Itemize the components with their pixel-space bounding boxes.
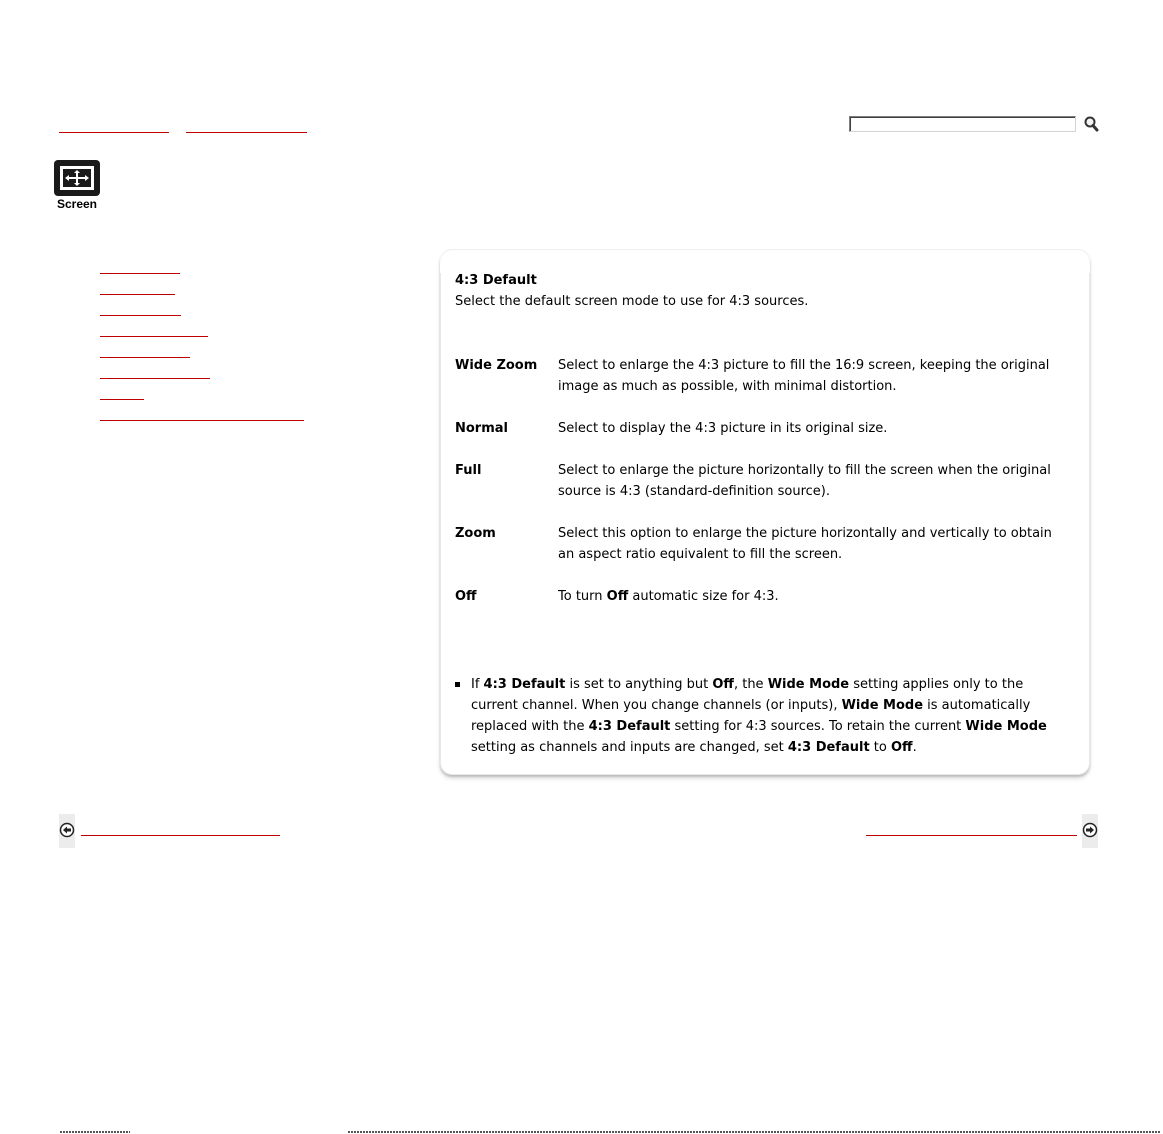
section-description: Select the default screen mode to use for 4:3 sources. bbox=[455, 294, 809, 309]
sidebar-item-7[interactable] bbox=[100, 387, 144, 400]
search-input[interactable] bbox=[849, 116, 1076, 132]
breadcrumb-link-1[interactable] bbox=[59, 118, 169, 133]
footer-divider-right bbox=[348, 1131, 1160, 1133]
arrow-left-circle-icon bbox=[59, 814, 75, 848]
sidebar-item-4[interactable] bbox=[100, 324, 208, 337]
note-text: If 4:3 Default is set to anything but Off, the Wide Mode setting applies only to the current channel. When you change channels (or inputs), Wide Mode is automatically replaced with the 4:3 Default setting for 4:3 sources. To retain the current Wide Mode setting as channels and inputs are changed, set 4:3 Default to Off. bbox=[471, 677, 1047, 755]
option-term-full: Full bbox=[455, 463, 482, 478]
option-term-zoom: Zoom bbox=[455, 526, 496, 541]
prev-page-link[interactable] bbox=[81, 822, 280, 836]
section-title: 4:3 Default bbox=[455, 273, 537, 288]
screen-resize-icon bbox=[53, 159, 101, 199]
next-page-button[interactable] bbox=[1082, 814, 1098, 848]
sidebar-item-8[interactable] bbox=[100, 408, 304, 421]
prev-page-button[interactable] bbox=[59, 814, 75, 848]
option-definition-zoom: Select this option to enlarge the picture horizontally and vertically to obtain an aspect ratio equivalent to fill the screen. bbox=[558, 526, 1052, 562]
footer-divider-left bbox=[60, 1131, 130, 1133]
option-term-off: Off bbox=[455, 589, 477, 604]
sidebar-item-3[interactable] bbox=[100, 303, 181, 316]
option-definition-normal: Select to display the 4:3 picture in its original size. bbox=[558, 421, 888, 436]
sidebar-item-2[interactable] bbox=[100, 282, 175, 295]
sidebar-item-6[interactable] bbox=[100, 366, 210, 379]
arrow-right-circle-icon bbox=[1082, 814, 1098, 848]
breadcrumb-link-2[interactable] bbox=[186, 118, 307, 133]
option-definition-wide-zoom: Select to enlarge the 4:3 picture to fill the 16:9 screen, keeping the original image as much as possible, with minimal distortion. bbox=[558, 358, 1050, 394]
next-page-link[interactable] bbox=[866, 822, 1077, 836]
search-button[interactable] bbox=[1082, 115, 1100, 133]
magnifier-icon bbox=[1082, 115, 1100, 133]
option-term-normal: Normal bbox=[455, 421, 508, 436]
note-bullet bbox=[455, 682, 460, 687]
option-definition-off: To turn Off automatic size for 4:3. bbox=[558, 589, 779, 604]
option-term-wide-zoom: Wide Zoom bbox=[455, 358, 538, 373]
option-definition-full: Select to enlarge the picture horizontally to fill the screen when the original source is 4:3 (standard-definition source). bbox=[558, 463, 1051, 499]
category-label: Screen bbox=[56, 197, 98, 211]
sidebar-item-5[interactable] bbox=[100, 345, 190, 358]
sidebar-item-1[interactable] bbox=[100, 261, 180, 274]
